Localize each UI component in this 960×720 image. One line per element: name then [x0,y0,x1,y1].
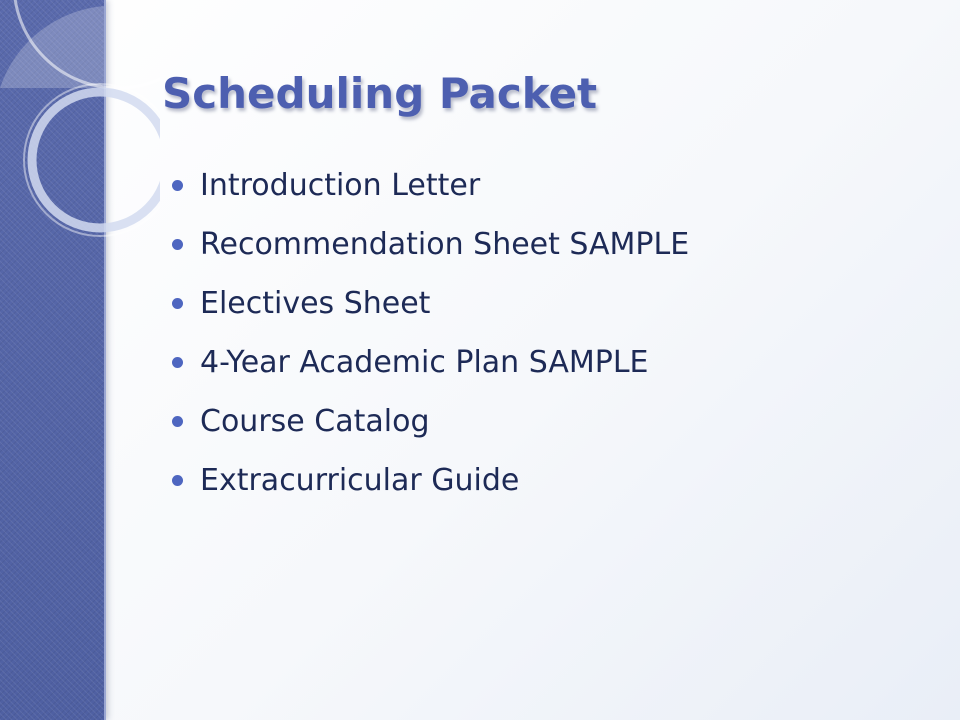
bullet-list [170,160,689,514]
bullet-text: Course Catalog [200,404,430,439]
bullet-text: Electives Sheet [200,286,431,321]
bullet-item [170,396,689,455]
decor-shade [0,6,104,88]
bullet-item [170,219,689,278]
bullet-dot-icon [172,239,183,250]
decor-ring-middle [32,92,160,228]
bullet-text: 4-Year Academic Plan SAMPLE [200,345,649,380]
bullet-dot-icon [172,416,183,427]
bullet-item [170,160,689,219]
bullet-item [170,337,689,396]
bullet-dot-icon [172,180,183,191]
bullet-item [170,278,689,337]
bullet-text: Recommendation Sheet SAMPLE [200,227,690,262]
decorative-circles [0,0,160,260]
bullet-dot-icon [172,475,183,486]
bullet-dot-icon [172,298,183,309]
bullet-item [170,455,689,514]
bullet-text: Extracurricular Guide [200,463,520,498]
bullet-dot-icon [172,357,183,368]
slide-title: Scheduling Packet [162,69,598,118]
bullet-text: Introduction Letter [200,168,481,203]
